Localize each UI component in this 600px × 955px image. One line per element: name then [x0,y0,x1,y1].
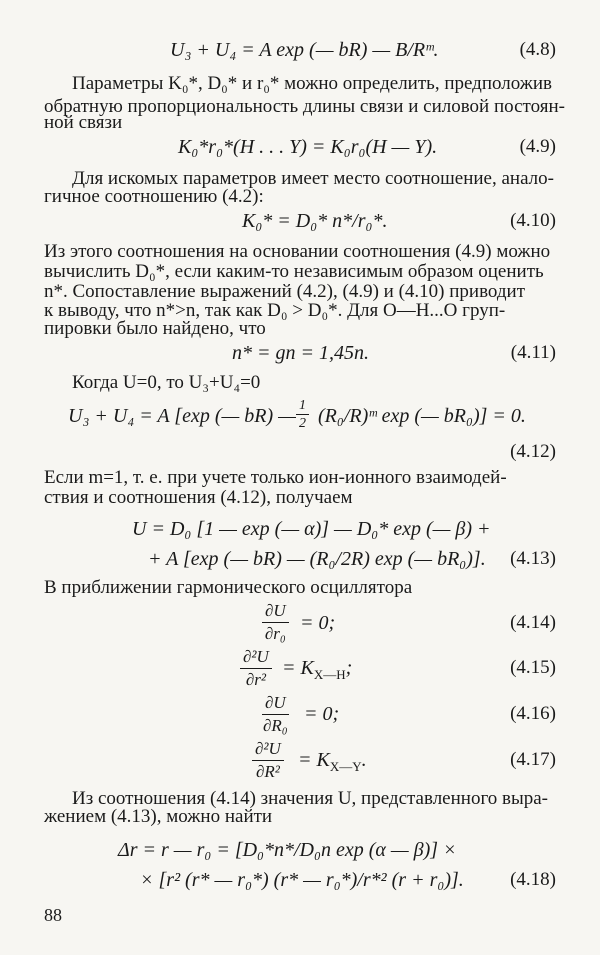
equation-4-16-rhs: = 0; [304,703,340,725]
paragraph-3-line-1: Из этого соотношения на основании соотношения (4.9) можно [44,241,551,262]
equation-4-14-fraction [262,601,289,644]
equation-4-13-line-1: U = D₀ [1 — exp (— α)] — D₀* exp (— β) + [132,518,491,540]
paragraph-1-line-3: ной связи [44,112,123,133]
fraction-numerator: ∂²U [240,647,272,669]
equation-4-15-rhs [282,656,352,687]
paragraph-1-line-1: Параметры K₀*, D₀* и r₀* можно определить, предположив [72,73,553,94]
equation-number-4-11: (4.11) [510,342,556,363]
page-number: 88 [44,905,62,925]
equation-number-4-17: (4.17) [510,749,556,770]
equation-number-4-16: (4.16) [510,703,556,724]
equation-4-11: n* = gn = 1,45n. [232,342,369,364]
paragraph-2-line-1: Для искомых параметров имеет место соотношение, анало- [72,168,554,189]
fraction-numerator: ∂U [262,601,289,623]
paragraph-5-line-2: ствия и соотношения (4.12), получаем [44,487,353,508]
paragraph-5-line-1: Если m=1, т. е. при учете только ион-ионного взаимодей- [44,467,507,488]
equation-4-17-subscript: X—Y [329,759,362,774]
equation-4-15-tail: ; [345,657,353,679]
equation-4-15-subscript: X—H [313,667,346,682]
equation-4-17-k: = K [298,749,330,771]
equation-number-4-13: (4.13) [510,548,556,569]
equation-number-4-14: (4.14) [510,612,556,633]
fraction-denominator: ∂R² [255,762,280,781]
equation-4-8: U₃ + U₄ = A exp (— bR) — B/Rᵐ. [170,39,439,61]
equation-4-12-fraction [296,398,309,432]
equation-number-4-8: (4.8) [519,39,556,60]
equation-4-15-k: = K [282,657,314,679]
equation-4-17-rhs [298,748,367,779]
equation-4-12-rhs: (R₀/R)ᵐ exp (— bR₀)] = 0. [318,405,526,427]
equation-number-4-12: (4.12) [510,441,556,462]
paragraph-1-line-2: обратную пропорциональность длины связи и силовой постоян- [44,96,565,117]
equation-4-13-line-2: + A [exp (— bR) — (R₀/2R) exp (— bR₀)]. [148,548,486,570]
equation-4-16-fraction [262,693,289,736]
fraction-denominator: 2 [299,416,306,431]
fraction-numerator: ∂U [262,693,289,715]
fraction-numerator: ∂²U [252,739,284,761]
equation-number-4-18: (4.18) [510,869,556,890]
paragraph-6: В приближении гармонического осциллятора [44,577,413,598]
equation-4-14-rhs: = 0; [300,612,336,634]
paragraph-3-line-3: n*. Сопоставление выражений (4.2), (4.9) и (4.10) приводит [44,281,526,302]
fraction-denominator: ∂r₀ [264,624,286,643]
equation-4-17-tail: . [361,749,367,771]
equation-number-4-15: (4.15) [510,657,556,678]
fraction-numerator: 1 [296,398,309,415]
paragraph-2-line-2: гичное соотношению (4.2): [44,186,264,207]
fraction-denominator: ∂R₀ [262,716,288,735]
paragraph-3-line-5: пировки было найдено, что [44,318,266,339]
fraction-denominator: ∂r² [245,670,266,689]
equation-4-18-line-1: Δr = r — r₀ = [D₀*n*/D₀n exp (α — β)] × [118,839,457,861]
equation-4-10: K₀* = D₀* n*/r₀*. [242,210,388,232]
equation-number-4-9: (4.9) [519,136,556,157]
equation-number-4-10: (4.10) [510,210,556,231]
paragraph-7-line-1: Из соотношения (4.14) значения U, представленного выра- [72,788,549,809]
equation-4-12-lhs: U₃ + U₄ = A [exp (— bR) — [68,405,296,427]
equation-4-9: K₀*r₀*(H . . . Y) = K₀r₀(H — Y). [178,136,438,158]
paragraph-3-line-2: вычислить D₀*, если каким-то независимым образом оценить [44,261,544,282]
equation-4-17-fraction [252,739,284,782]
paragraph-3-line-4: к выводу, что n*>n, так как D₀ > D₀*. Для O—H...O груп- [44,300,506,321]
equation-4-15-fraction [240,647,272,690]
paragraph-7-line-2: жением (4.13), можно найти [44,806,273,827]
paragraph-4: Когда U=0, то U₃+U₄=0 [72,372,261,393]
equation-4-18-line-2: × [r² (r* — r₀*) (r* — r₀*)/r*² (r + r₀)]. [140,869,464,891]
